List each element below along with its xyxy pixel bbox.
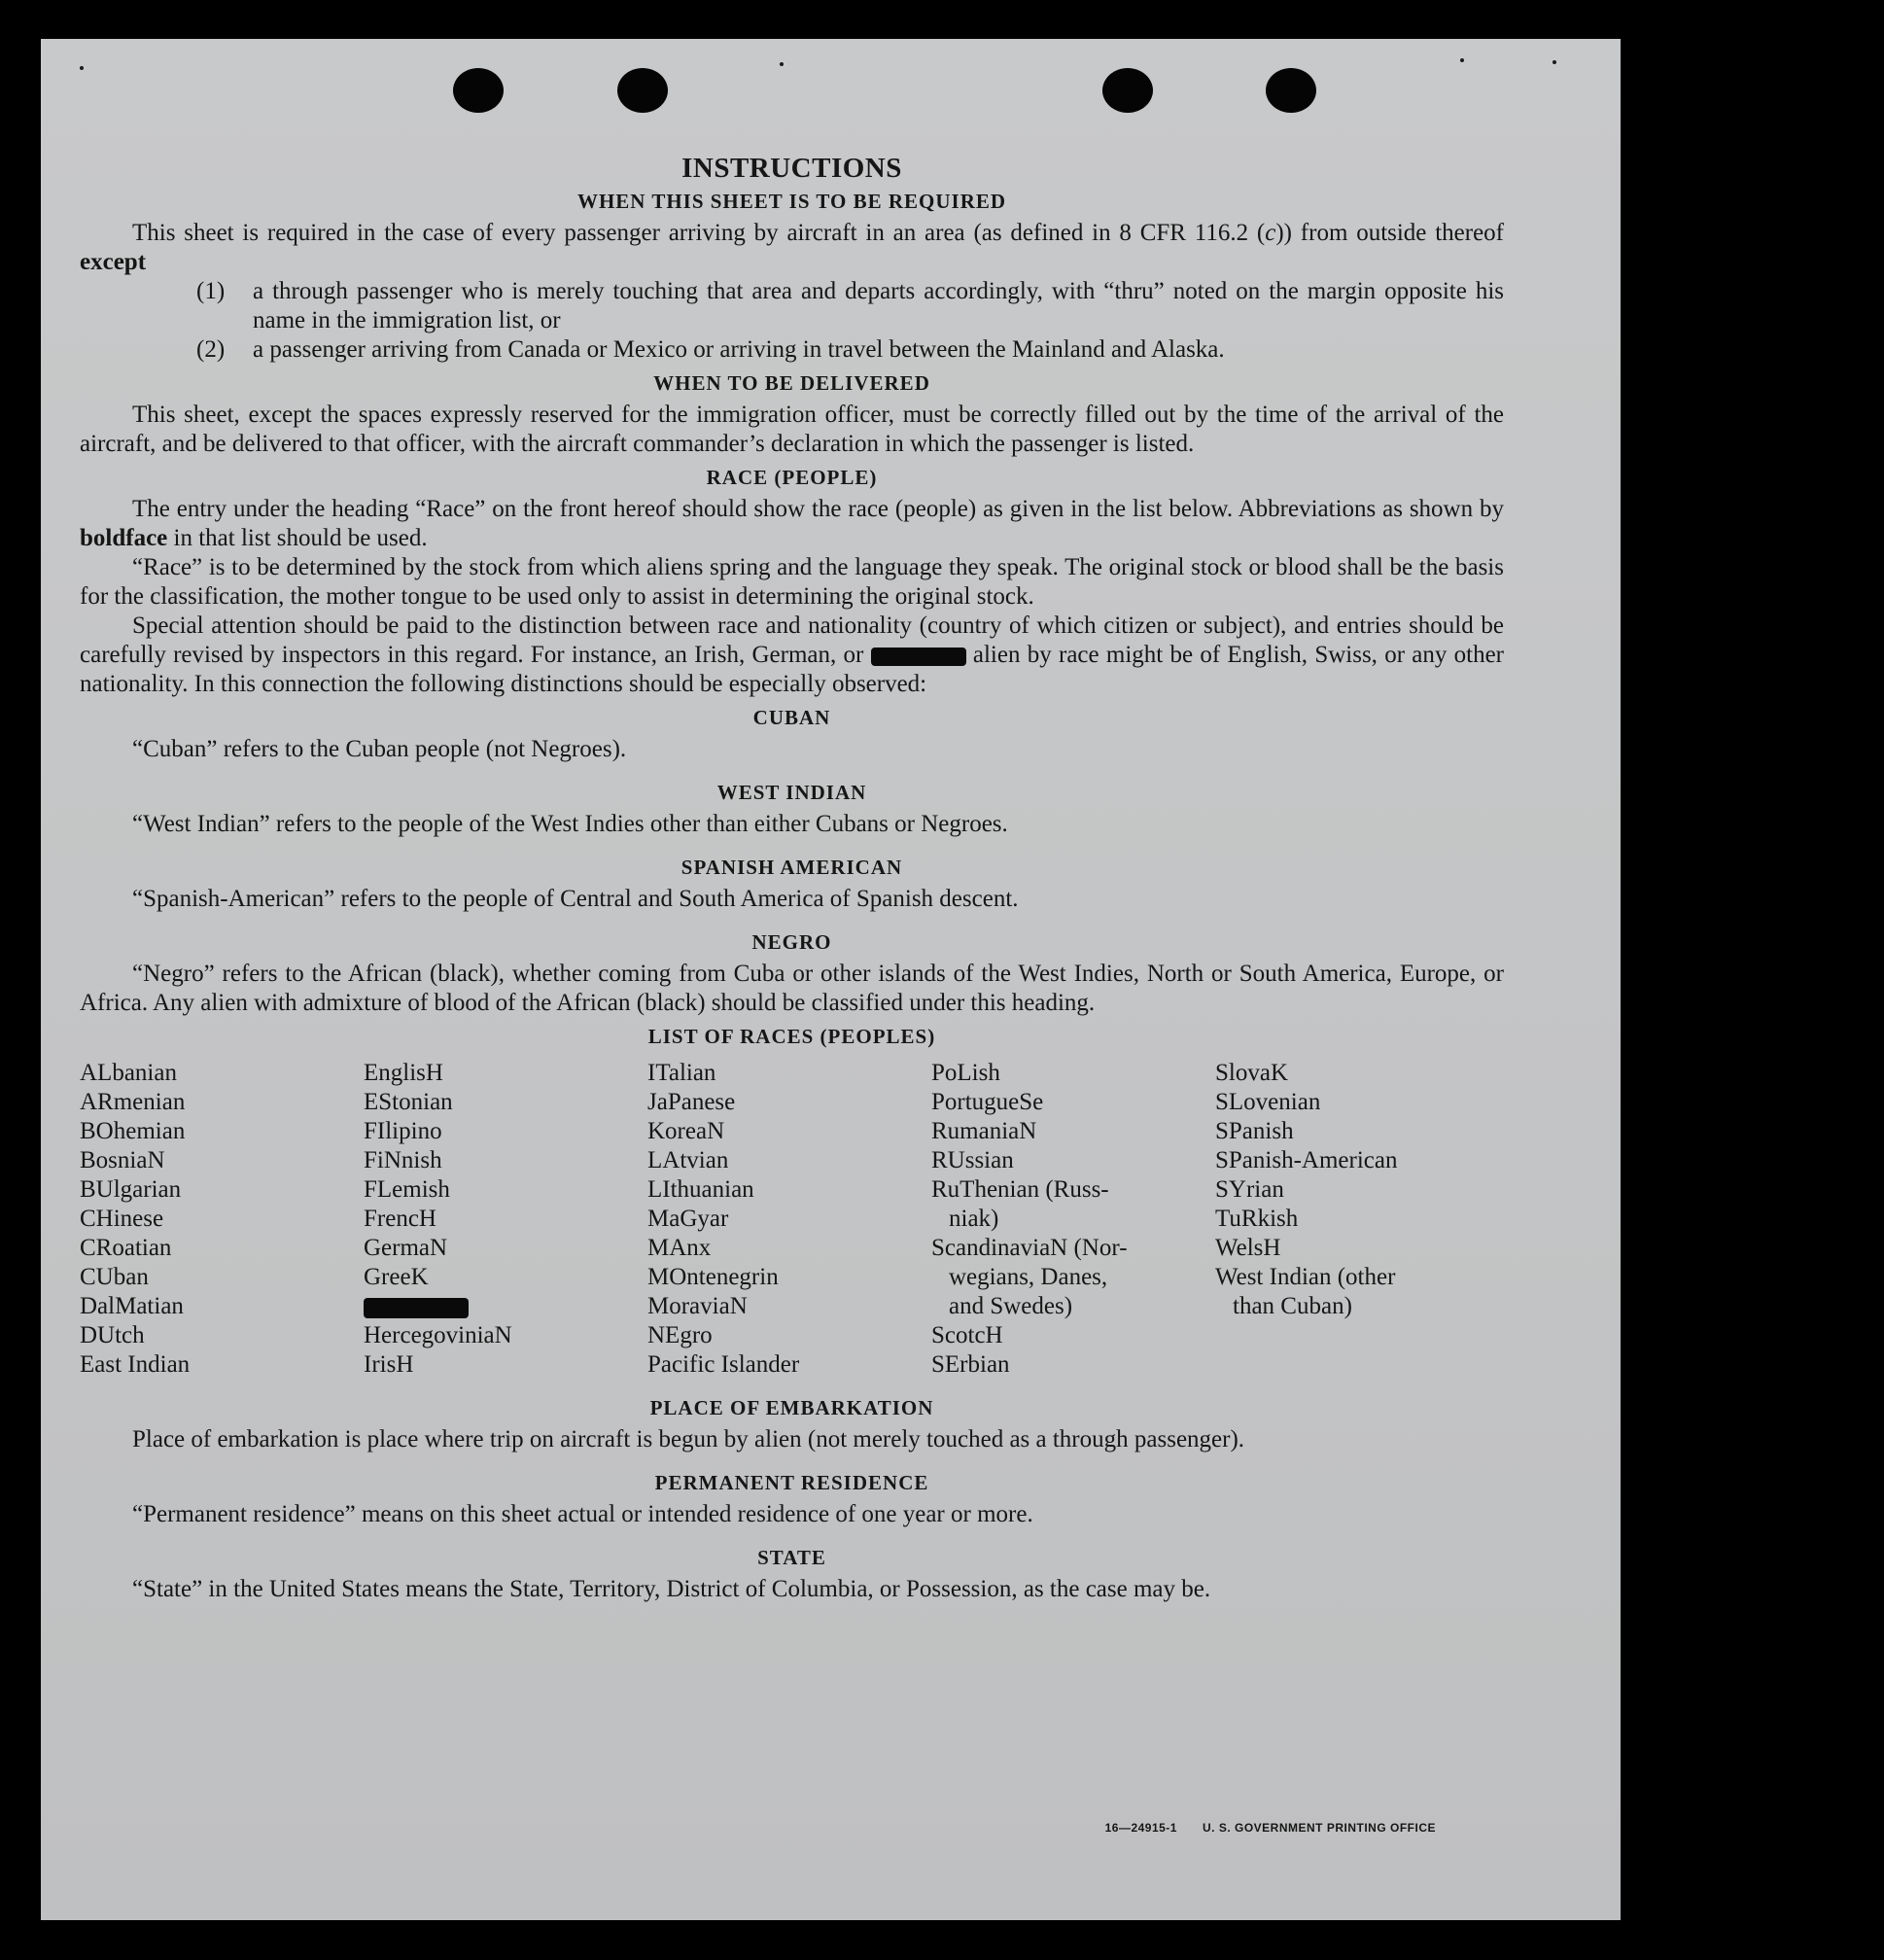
punch-hole-4 bbox=[1266, 68, 1316, 113]
race-entry: IrisH bbox=[364, 1351, 414, 1378]
race-entry-redacted bbox=[364, 1292, 647, 1321]
race-entry: FIlipino bbox=[364, 1118, 442, 1144]
race-entry: ALbanian bbox=[80, 1060, 177, 1086]
race-entry: GermaN bbox=[364, 1235, 448, 1261]
punch-hole-1 bbox=[453, 68, 504, 113]
section-heading-negro: NEGRO bbox=[751, 930, 832, 954]
redaction-mark bbox=[364, 1298, 469, 1318]
section-heading-cuban: CUBAN bbox=[752, 706, 831, 729]
race-column-3 bbox=[647, 1059, 931, 1380]
section-heading-state: STATE bbox=[757, 1546, 826, 1569]
race-entry: EnglisH bbox=[364, 1060, 443, 1086]
punch-hole-2 bbox=[617, 68, 668, 113]
race-paragraph-1: The entry under the heading “Race” on the front hereof should show the race (people) as given in the list below. Abbreviations as shown by boldface in that list should be used. bbox=[80, 496, 1504, 551]
state-text: “State” in the United States means the State, Territory, District of Columbia, or Possession, as the case may be. bbox=[132, 1576, 1211, 1602]
race-entry: GreeK bbox=[364, 1264, 429, 1290]
section-heading-delivered: WHEN TO BE DELIVERED bbox=[653, 371, 930, 395]
race-entry: FLemish bbox=[364, 1176, 450, 1203]
race-entry: MOntenegrin bbox=[647, 1264, 779, 1290]
race-list-heading: LIST OF RACES (PEOPLES) bbox=[647, 1025, 936, 1048]
race-entry: SYrian bbox=[1215, 1176, 1284, 1203]
instructions-content bbox=[80, 154, 1504, 1604]
race-entry: FrencH bbox=[364, 1206, 436, 1232]
section-heading-west-indian: WEST INDIAN bbox=[716, 781, 867, 804]
speck bbox=[780, 62, 784, 66]
race-entry: DUtch bbox=[80, 1322, 145, 1348]
document-sheet bbox=[41, 39, 1621, 1920]
race-entry: LAtvian bbox=[647, 1147, 729, 1173]
printer-imprint bbox=[1105, 1821, 1436, 1835]
race-entry: SPanish-American bbox=[1215, 1147, 1398, 1173]
speck bbox=[1460, 58, 1464, 62]
race-entry: MAnx bbox=[647, 1235, 712, 1261]
race-entry-continued: niak) bbox=[949, 1206, 999, 1232]
form-number: 16—24915-1 bbox=[1104, 1821, 1177, 1835]
race-entry: DalMatian bbox=[80, 1293, 184, 1319]
delivered-text: This sheet, except the spaces expressly reserved for the immigration officer, must be correctly filled out by the time of the arrival of the aircraft, and be delivered to that officer, with the aircraft commander’s declaration in which the passenger is listed. bbox=[80, 402, 1504, 457]
race-entry: EStonian bbox=[364, 1089, 453, 1115]
west-indian-text: “West Indian” refers to the people of the West Indies other than either Cubans or Negroes. bbox=[132, 811, 1008, 837]
race-entry: PoLish bbox=[931, 1060, 1000, 1086]
embarkation-text: Place of embarkation is place where trip on aircraft is begun by alien (not merely touched as a through passenger). bbox=[132, 1426, 1245, 1452]
race-entry: MaGyar bbox=[647, 1206, 729, 1232]
race-list bbox=[80, 1059, 1504, 1380]
redaction-mark bbox=[871, 648, 966, 666]
race-entry: SPanish bbox=[1215, 1118, 1294, 1144]
race-entry: RUssian bbox=[931, 1147, 1014, 1173]
race-entry: RumaniaN bbox=[931, 1118, 1037, 1144]
race-entry: CRoatian bbox=[80, 1235, 172, 1261]
race-entry: ScotcH bbox=[931, 1322, 1003, 1348]
race-entry: TuRkish bbox=[1215, 1206, 1299, 1232]
race-entry: CHinese bbox=[80, 1206, 164, 1232]
race-entry: KoreaN bbox=[647, 1118, 725, 1144]
race-entry-continued: than Cuban) bbox=[1233, 1293, 1352, 1319]
race-column-2 bbox=[364, 1059, 647, 1380]
race-entry: JaPanese bbox=[647, 1089, 736, 1115]
section-heading-embarkation: PLACE OF EMBARKATION bbox=[649, 1396, 934, 1419]
race-entry: Pacific Islander bbox=[647, 1351, 800, 1378]
race-column-4 bbox=[931, 1059, 1215, 1380]
race-entry: WelsH bbox=[1215, 1235, 1281, 1261]
cuban-text: “Cuban” refers to the Cuban people (not Negroes). bbox=[132, 736, 627, 762]
section-heading-spanish-american: SPANISH AMERICAN bbox=[680, 856, 903, 879]
race-entry: MoraviaN bbox=[647, 1293, 748, 1319]
race-entry: PortugueSe bbox=[931, 1089, 1044, 1115]
section-heading-race: RACE (PEOPLE) bbox=[706, 466, 878, 489]
race-entry: LIthuanian bbox=[647, 1176, 754, 1203]
race-entry: BosniaN bbox=[80, 1147, 165, 1173]
race-column-5 bbox=[1215, 1059, 1504, 1380]
page-title: INSTRUCTIONS bbox=[681, 153, 902, 184]
race-entry: ScandinaviaN (Nor- bbox=[931, 1235, 1128, 1261]
required-intro: This sheet is required in the case of every passenger arriving by aircraft in an area (as defined in 8 CFR 116.2 (c)) from outside thereof except bbox=[80, 220, 1504, 275]
race-entry: East Indian bbox=[80, 1351, 191, 1378]
race-entry: SLovenian bbox=[1215, 1089, 1321, 1115]
required-item-1: (1) a through passenger who is merely touching that area and departs accordingly, with “thru” noted on the margin opposite his name in the immigration list, or bbox=[196, 278, 1504, 333]
race-entry: BOhemian bbox=[80, 1118, 186, 1144]
race-entry: RuThenian (Russ- bbox=[931, 1176, 1109, 1203]
speck bbox=[1553, 60, 1556, 64]
section-heading-residence: PERMANENT RESIDENCE bbox=[654, 1471, 929, 1494]
speck bbox=[80, 66, 84, 70]
race-entry: ARmenian bbox=[80, 1089, 186, 1115]
race-entry: NEgro bbox=[647, 1322, 713, 1348]
negro-text: “Negro” refers to the African (black), whether coming from Cuba or other islands of the West Indies, North or South America, Europe, or Africa. Any alien with admixture of blood of the African (black) should be classified under this heading. bbox=[80, 961, 1504, 1016]
race-entry: CUban bbox=[80, 1264, 149, 1290]
race-entry: SErbian bbox=[931, 1351, 1010, 1378]
race-entry: BUlgarian bbox=[80, 1176, 182, 1203]
race-entry-continued: wegians, Danes, bbox=[949, 1264, 1108, 1290]
punch-hole-3 bbox=[1102, 68, 1153, 113]
spanish-american-text: “Spanish-American” refers to the people of Central and South America of Spanish descent. bbox=[132, 886, 1019, 912]
required-item-2: (2) a passenger arriving from Canada or Mexico or arriving in travel between the Mainland and Alaska. bbox=[196, 336, 1225, 363]
residence-text: “Permanent residence” means on this sheet actual or intended residence of one year or more. bbox=[132, 1501, 1033, 1527]
race-entry: SlovaK bbox=[1215, 1060, 1288, 1086]
section-heading-required: WHEN THIS SHEET IS TO BE REQUIRED bbox=[576, 190, 1007, 213]
race-entry: West Indian (other bbox=[1215, 1264, 1396, 1290]
race-paragraph-3: Special attention should be paid to the distinction between race and nationality (country of which citizen or subject), and entries should be carefully revised by inspectors in this regard. For instance, an Irish, German, or alien by race might be of English, Swiss, or any other nationality. In this connection the following distinctions should be especially observed: bbox=[80, 612, 1505, 697]
race-entry: ITalian bbox=[647, 1060, 716, 1086]
race-entry-continued: and Swedes) bbox=[949, 1293, 1073, 1319]
race-column-1 bbox=[80, 1059, 364, 1380]
printer-name: U. S. GOVERNMENT PRINTING OFFICE bbox=[1202, 1821, 1436, 1835]
race-entry: HercegoviniaN bbox=[364, 1322, 512, 1348]
race-paragraph-2: “Race” is to be determined by the stock from which aliens spring and the language they speak. The original stock or blood shall be the basis for the classification, the mother tongue to be used only to assist in determining the original stock. bbox=[80, 554, 1504, 610]
race-entry: FiNnish bbox=[364, 1147, 442, 1173]
